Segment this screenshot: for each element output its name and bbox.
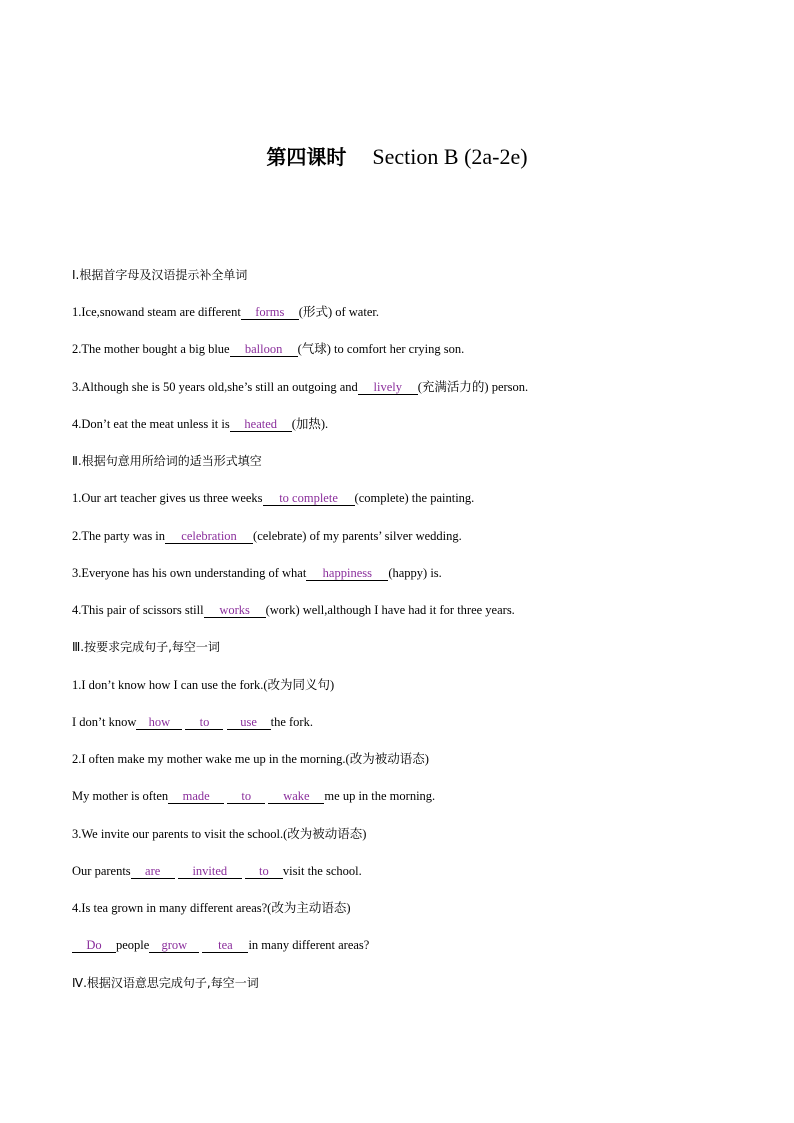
answer-blank: invited	[178, 865, 242, 879]
answer-blank: Do	[72, 939, 116, 953]
page-title	[0, 141, 794, 170]
section-2-heading: Ⅱ.根据句意用所给词的适当形式填空	[72, 454, 262, 468]
section-3-heading: Ⅲ.按要求完成句子,每空一词	[72, 640, 220, 654]
question-3-3-prompt: 3.We invite our parents to visit the school.(改为被动语态)	[72, 827, 367, 841]
section-4-heading: Ⅳ.根据汉语意思完成句子,每空一词	[72, 976, 259, 990]
answer-blank: to	[227, 790, 265, 804]
answer-blank: wake	[268, 790, 324, 804]
question-3-1-prompt: 1.I don’t know how I can use the fork.(改为同义句)	[72, 678, 335, 692]
answer-blank: works	[204, 604, 266, 618]
question-3-4-answer: Do people grow tea in many different areas?	[72, 937, 369, 953]
answer-blank: tea	[202, 939, 248, 953]
answer-blank: to complete	[263, 492, 355, 506]
question-3-4-prompt: 4.Is tea grown in many different areas?(改为主动语态)	[72, 901, 351, 915]
answer-blank: how	[136, 716, 182, 730]
question-3-2-answer: My mother is often made to wake me up in the morning.	[72, 789, 436, 803]
answer-blank: balloon	[230, 343, 298, 357]
section-1-heading: Ⅰ.根据首字母及汉语提示补全单词	[72, 268, 248, 282]
answer-blank: to	[185, 716, 223, 730]
question-2-1: 1.Our art teacher gives us three weeks to complete (complete) the painting.	[72, 491, 475, 505]
question-3-1-answer: I don’t know how to use the fork.	[72, 715, 313, 729]
question-3-3-answer: Our parents are invited to visit the school.	[72, 864, 362, 878]
question-2-2: 2.The party was in celebration (celebrate) of my parents’ silver wedding.	[72, 529, 462, 543]
answer-blank: grow	[149, 939, 199, 953]
answer-blank: are	[131, 865, 175, 879]
answer-blank: lively	[358, 381, 418, 395]
question-1-1: 1.Ice,snowand steam are different forms (形式) of water.	[72, 305, 379, 319]
title-chinese: 第四课时	[266, 145, 347, 169]
question-2-3: 3.Everyone has his own understanding of what happiness (happy) is.	[72, 566, 442, 580]
answer-blank: happiness	[306, 567, 388, 581]
question-3-2-prompt: 2.I often make my mother wake me up in the morning.(改为被动语态)	[72, 752, 429, 766]
answer-blank: made	[168, 790, 224, 804]
question-1-4: 4.Don’t eat the meat unless it is heated (加热).	[72, 417, 329, 431]
answer-blank: to	[245, 865, 283, 879]
answer-blank: celebration	[165, 530, 253, 544]
answer-blank: use	[227, 716, 271, 730]
title-english: Section B (2a-2e)	[372, 144, 528, 169]
answer-blank: forms	[241, 306, 299, 320]
question-1-2: 2.The mother bought a big blue balloon (气球) to comfort her crying son.	[72, 342, 465, 356]
answer-blank: heated	[230, 418, 292, 432]
question-1-3: 3.Although she is 50 years old,she’s still an outgoing and lively (充满活力的) person.	[72, 380, 529, 394]
question-2-4: 4.This pair of scissors still works (work) well,although I have had it for three years.	[72, 603, 515, 617]
